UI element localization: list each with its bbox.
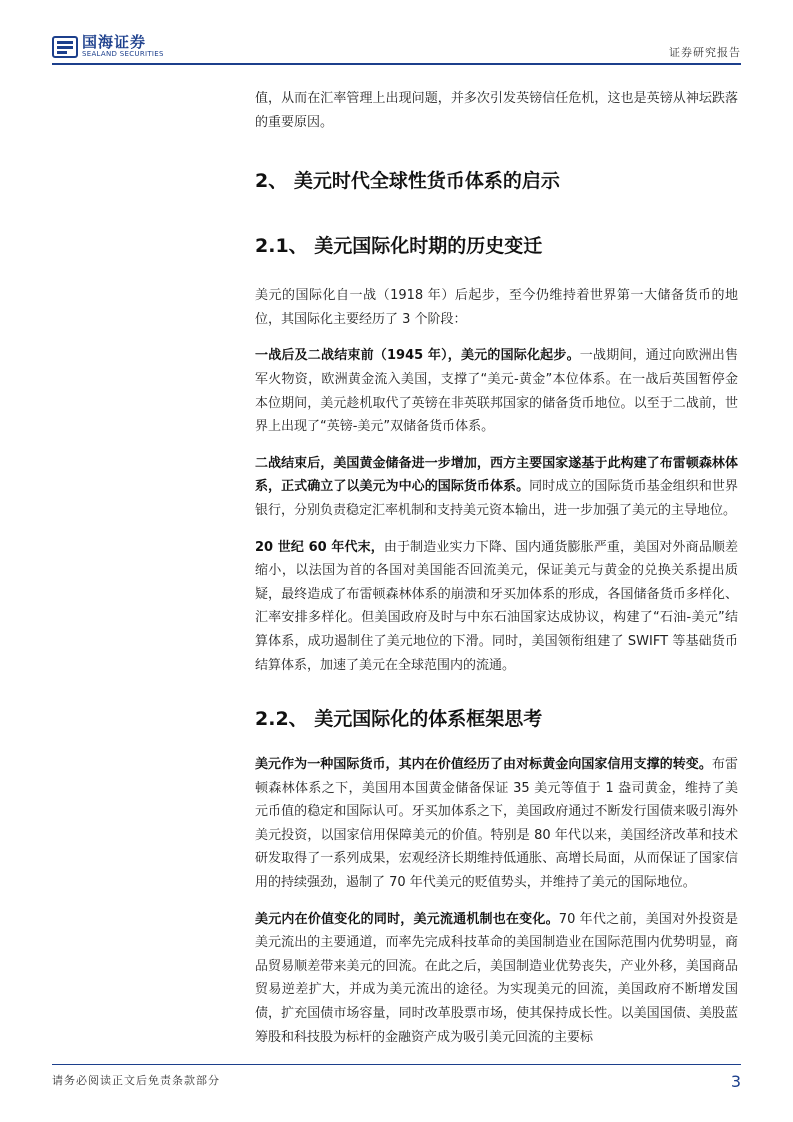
circulation-text: 70 年代之前，美国对外投资是美元流出的主要通道，而率先完成科技革命的美国制造业在国际范围内优势明显，商品贸易顺差带来美元的回流。在此之后，美国制造业优势丧失，产业外移，美国商品贸易逆差扩大，并成为美元流出的途径。为实现美元的回流，美国政府不断增发国债，扩充国债市场容量，同时改革股票市场，使其保持成长性。以美国国债、美股蓝筹股和科技股为标杆的金融资产成为吸引美元回流的主要标 bbox=[255, 911, 738, 1045]
paragraph-continued: 值，从而在汇率管理上出现问题，并多次引发英镑信任危机，这也是英镑从神坛跌落的重要原因。 bbox=[255, 91, 738, 130]
stage-3-lead: 20 世纪 60 年代末， bbox=[255, 539, 384, 555]
footer-disclaimer: 请务必阅读正文后免责条款部分 bbox=[52, 1074, 220, 1087]
stage-3-text: 由于制造业实力下降、国内通货膨胀严重，美国对外商品顺差缩小，以法国为首的各国对美国能否回流美元，保证美元与黄金的兑换关系提出质疑，最终造成了布雷顿森林体系的崩溃和牙买加体系的形成，各国储备货币多样化、汇率安排多样化。但美国政府及时与中东石油国家达成协议，构建了“石油-美元”结算体系，成功遏制住了美元地位的下滑。同时，美国领衔组建了 SWIFT 等基础货币结算体系，加速了美元在全球范围内的流通。 bbox=[255, 539, 738, 673]
paragraph-stage-1 bbox=[255, 344, 738, 438]
logo-name-en: SEALAND SECURITIES bbox=[82, 50, 164, 58]
paragraph-circulation bbox=[255, 908, 738, 1050]
report-type-label: 证券研究报告 bbox=[669, 46, 741, 59]
page-header bbox=[52, 30, 741, 64]
circulation-lead: 美元内在价值变化的同时，美元流通机制也在变化。 bbox=[255, 911, 559, 927]
sealand-logo-icon bbox=[52, 35, 78, 59]
section-heading-2-2: 2.2、 美元国际化的体系框架思考 bbox=[255, 708, 543, 731]
paragraph-stage-2 bbox=[255, 452, 738, 523]
section-heading-2-1: 2.1、 美元国际化时期的历史变迁 bbox=[255, 235, 543, 258]
stage-1-text: 一战期间，通过向欧洲出售军火物资，欧洲黄金流入美国，支撑了“美元-黄金”本位体系。在一战后英国暂停金本位期间，美元趁机取代了英镑在非英联邦国家的储备货币地位。以至于二战前，世界上出现了“英镑-美元”双储备货币体系。 bbox=[255, 348, 738, 435]
footer-divider bbox=[52, 1064, 741, 1065]
section-heading-2: 2、 美元时代全球性货币体系的启示 bbox=[255, 170, 560, 193]
logo-name-cn: 国海证券 bbox=[82, 33, 147, 51]
header-divider bbox=[52, 63, 741, 65]
paragraph-value-shift bbox=[255, 753, 738, 895]
company-logo bbox=[52, 34, 164, 59]
paragraph-intro: 美元的国际化自一战（1918 年）后起步，至今仍维持着世界第一大储备货币的地位，其国际化主要经历了 3 个阶段： bbox=[255, 288, 738, 327]
page-number: 3 bbox=[730, 1072, 741, 1091]
report-body bbox=[255, 87, 738, 1049]
stage-2-lead: 二战结束后，美国黄金储备进一步增加，西方主要国家遂基于此构建了布雷顿森林体系，正式确立了以美元为中心的国际货币体系。 bbox=[255, 455, 738, 495]
value-shift-lead: 美元作为一种国际货币，其内在价值经历了由对标黄金向国家信用支撑的转变。 bbox=[255, 757, 712, 773]
stage-2-text: 同时成立的国际货币基金组织和世界银行，分别负责稳定汇率机制和支持美元资本输出，进一步加强了美元的主导地位。 bbox=[255, 479, 738, 518]
value-shift-text: 布雷顿森林体系之下，美国用本国黄金储备保证 35 美元等值于 1 盎司黄金，维持了美元币值的稳定和国际认可。牙买加体系之下，美国政府通过不断发行国债来吸引海外美元投资，以国家信用保障美元的价值。特别是 80 年代以来，美国经济改革和技术研发取得了一系列成果，宏观经济长期维持低通胀、高增长局面，从而保证了国家信用的持续强劲，遏制了 70 年代美元的贬值势头，并维持了美元的国际地位。 bbox=[255, 757, 738, 891]
paragraph-stage-3 bbox=[255, 536, 738, 678]
stage-1-lead: 一战后及二战结束前（1945 年），美元的国际化起步。 bbox=[255, 348, 580, 364]
